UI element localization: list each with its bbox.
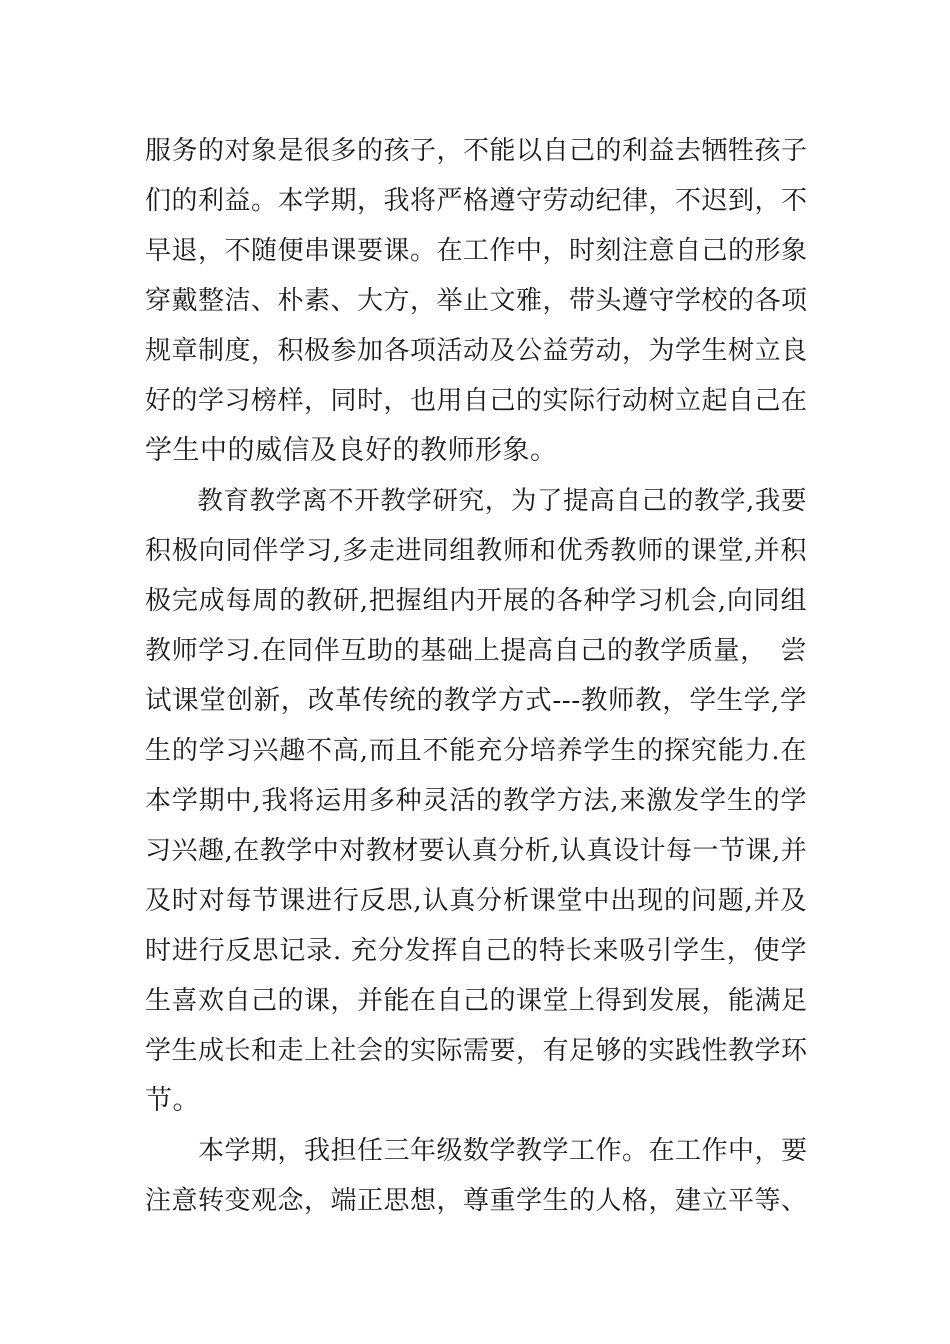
text-line: 注意转变观念，端正思想，尊重学生的人格，建立平等、 — [145, 1186, 808, 1216]
text-line: 及时对每节课进行反思,认真分析课堂中出现的问题,并及 — [145, 886, 807, 916]
text-line: 生喜欢自己的课，并能在自己的课堂上得到发展，能满足 — [145, 986, 808, 1016]
text-line: 极完成每周的教研,把握组内开展的各种学习机会,向同组 — [145, 586, 807, 616]
text-line: 好的学习榜样，同时，也用自己的实际行动树立起自己在 — [145, 386, 808, 416]
text-line: 学生中的威信及良好的教师形象。 — [145, 435, 558, 466]
text-line: 习兴趣,在教学中对教材要认真分析,认真设计每一节课,并 — [145, 836, 808, 866]
text-line: 试课堂创新，改革传统的教学方式---教师教，学生学,学 — [145, 685, 807, 716]
text-line: 规章制度，积极参加各项活动及公益劳动，为学生树立良 — [145, 336, 808, 366]
text-line: 节。 — [145, 1085, 200, 1116]
text-line: 本学期，我担任三年级数学教学工作。在工作中，要 — [145, 1136, 808, 1166]
text-line: 生的学习兴趣不高,而且不能充分培养学生的探究能力.在 — [145, 736, 807, 766]
text-line: 服务的对象是很多的孩子，不能以自己的利益去牺牲孩子 — [145, 136, 808, 166]
text-line: 积极向同伴学习,多走进同组教师和优秀教师的课堂,并积 — [145, 536, 807, 566]
text-line: 教师学习.在同伴互助的基础上提高自己的教学质量， 尝 — [145, 636, 807, 666]
text-line: 穿戴整洁、朴素、大方，举止文雅，带头遵守学校的各项 — [145, 286, 808, 316]
text-line: 早退，不随便串课要课。在工作中，时刻注意自己的形象 — [145, 236, 808, 266]
text-line: 时进行反思记录. 充分发挥自己的特长来吸引学生，使学 — [145, 936, 807, 966]
text-line: 本学期中,我将运用多种灵活的教学方法,来激发学生的学 — [145, 786, 807, 816]
text-line: 们的利益。本学期，我将严格遵守劳动纪律，不迟到，不 — [145, 186, 808, 216]
text-line: 学生成长和走上社会的实际需要，有足够的实践性教学环 — [145, 1036, 808, 1066]
text-line: 教育教学离不开教学研究，为了提高自己的教学,我要 — [145, 486, 807, 516]
